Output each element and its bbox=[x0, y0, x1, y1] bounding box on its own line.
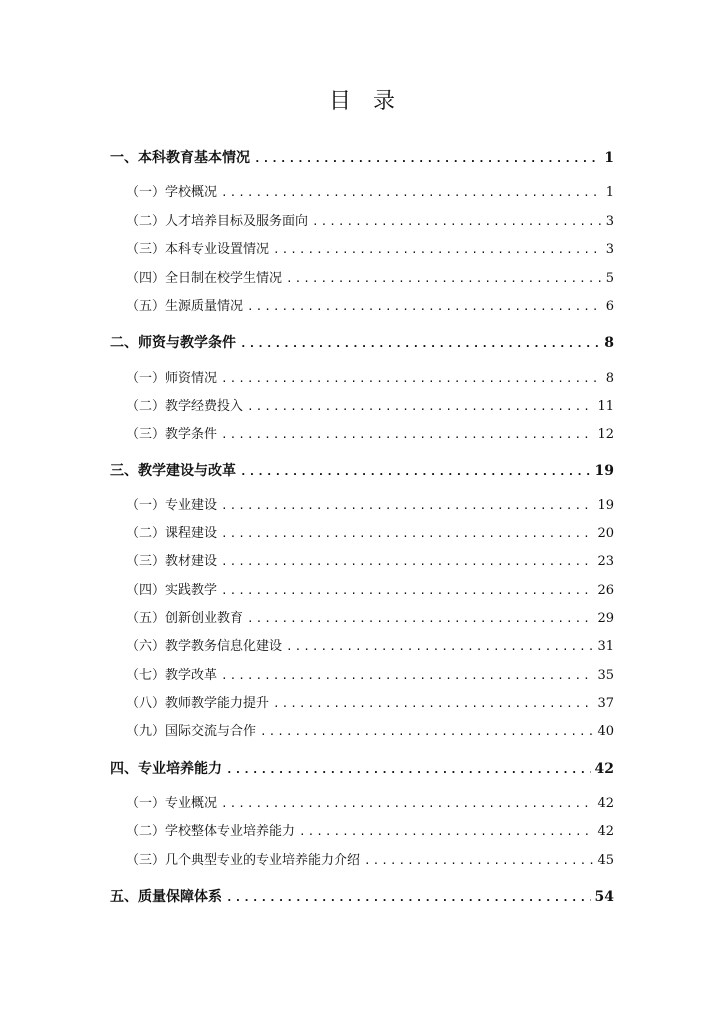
toc-entry-label: （五）创新创业教育 bbox=[126, 611, 244, 626]
toc-chapter-1[interactable] bbox=[110, 147, 614, 169]
toc-dot-leader bbox=[286, 636, 593, 658]
toc-section-3-4[interactable] bbox=[126, 580, 614, 602]
toc-section-2-2[interactable] bbox=[126, 396, 614, 418]
toc-page-number: 8 bbox=[604, 335, 614, 351]
toc-entry-label: （三）几个典型专业的专业培养能力介绍 bbox=[126, 853, 361, 868]
toc-section-1-4[interactable] bbox=[126, 268, 614, 290]
toc-dot-leader bbox=[221, 523, 593, 545]
toc-dot-leader bbox=[221, 580, 593, 602]
toc-entry-label: （九）国际交流与合作 bbox=[126, 724, 257, 739]
toc-page-number: 1 bbox=[604, 150, 614, 166]
toc-dot-leader bbox=[247, 396, 593, 418]
toc-dot-leader bbox=[312, 211, 602, 233]
toc-dot-leader bbox=[221, 368, 602, 390]
toc-dot-leader bbox=[240, 333, 600, 355]
toc-section-3-9[interactable] bbox=[126, 721, 614, 743]
toc-dot-leader bbox=[221, 793, 593, 815]
toc-dot-leader bbox=[226, 759, 591, 781]
toc-entry-label: 三、教学建设与改革 bbox=[110, 463, 236, 479]
toc-section-1-5[interactable] bbox=[126, 296, 614, 318]
toc-page-number: 31 bbox=[597, 639, 614, 654]
toc-page-number: 1 bbox=[605, 185, 614, 200]
toc-page-number: 20 bbox=[597, 526, 614, 541]
toc-dot-leader bbox=[364, 850, 593, 872]
toc-section-3-8[interactable] bbox=[126, 693, 614, 715]
toc-dot-leader bbox=[240, 461, 591, 483]
toc-entry-label: （二）课程建设 bbox=[126, 526, 218, 541]
toc-chapter-3[interactable] bbox=[110, 460, 614, 482]
toc-page-number: 40 bbox=[597, 724, 614, 739]
toc-chapter-4[interactable] bbox=[110, 758, 614, 780]
toc-page-number: 54 bbox=[594, 889, 614, 905]
toc-section-1-1[interactable] bbox=[126, 182, 614, 204]
toc-dot-leader bbox=[221, 424, 593, 446]
toc-entry-label: （七）教学改革 bbox=[126, 668, 218, 683]
toc-section-3-7[interactable] bbox=[126, 665, 614, 687]
toc-dot-leader bbox=[273, 693, 593, 715]
toc-page-number: 42 bbox=[597, 824, 614, 839]
toc-entry-label: （一）学校概况 bbox=[126, 185, 218, 200]
toc-entry-label: （五）生源质量情况 bbox=[126, 299, 244, 314]
toc-section-1-2[interactable] bbox=[126, 211, 614, 233]
toc-page-number: 3 bbox=[605, 214, 614, 229]
toc-page-number: 35 bbox=[597, 668, 614, 683]
toc-dot-leader bbox=[254, 148, 600, 170]
toc-section-3-6[interactable] bbox=[126, 636, 614, 658]
toc-page-number: 37 bbox=[597, 696, 614, 711]
toc-dot-leader bbox=[273, 239, 602, 261]
toc-dot-leader bbox=[226, 887, 591, 909]
toc-page-number: 19 bbox=[594, 463, 614, 479]
toc-entry-label: （二）学校整体专业培养能力 bbox=[126, 824, 296, 839]
toc-page-number: 3 bbox=[605, 242, 614, 257]
toc-dot-leader bbox=[221, 182, 602, 204]
toc-section-3-1[interactable] bbox=[126, 495, 614, 517]
toc-dot-leader bbox=[221, 495, 593, 517]
toc-entry-label: （二）教学经费投入 bbox=[126, 399, 244, 414]
toc-page-number: 42 bbox=[594, 761, 614, 777]
toc-entry-label: （三）本科专业设置情况 bbox=[126, 242, 270, 257]
toc-section-3-5[interactable] bbox=[126, 608, 614, 630]
toc-page-number: 5 bbox=[605, 271, 614, 286]
toc-entry-label: （六）教学教务信息化建设 bbox=[126, 639, 283, 654]
toc-section-3-2[interactable] bbox=[126, 523, 614, 545]
toc-entry-label: （一）师资情况 bbox=[126, 371, 218, 386]
toc-entry-label: （八）教师教学能力提升 bbox=[126, 696, 270, 711]
toc-dot-leader bbox=[247, 608, 593, 630]
toc-page-number: 19 bbox=[597, 498, 614, 513]
toc-entry-label: （一）专业建设 bbox=[126, 498, 218, 513]
toc-entry-label: （二）人才培养目标及服务面向 bbox=[126, 214, 309, 229]
toc-dot-leader bbox=[260, 721, 593, 743]
toc-page-number: 29 bbox=[597, 611, 614, 626]
page-title bbox=[0, 84, 724, 115]
toc-section-4-1[interactable] bbox=[126, 793, 614, 815]
toc-page-number: 23 bbox=[597, 554, 614, 569]
toc-dot-leader bbox=[221, 551, 593, 573]
toc-page-number: 42 bbox=[597, 796, 614, 811]
toc-page-number: 45 bbox=[597, 853, 614, 868]
toc-section-2-3[interactable] bbox=[126, 424, 614, 446]
toc-section-4-2[interactable] bbox=[126, 821, 614, 843]
toc-section-1-3[interactable] bbox=[126, 239, 614, 261]
toc-page-number: 8 bbox=[605, 371, 614, 386]
toc-entry-label: 五、质量保障体系 bbox=[110, 889, 222, 905]
toc-entry-label: （四）实践教学 bbox=[126, 583, 218, 598]
toc-entry-label: （一）专业概况 bbox=[126, 796, 218, 811]
toc-dot-leader bbox=[247, 296, 602, 318]
toc-page-number: 26 bbox=[597, 583, 614, 598]
toc-chapter-5[interactable] bbox=[110, 886, 614, 908]
toc-page-number: 12 bbox=[597, 427, 614, 442]
toc-section-4-3[interactable] bbox=[126, 850, 614, 872]
toc-page-number: 11 bbox=[597, 399, 614, 414]
toc-section-2-1[interactable] bbox=[126, 368, 614, 390]
toc-entry-label: 一、本科教育基本情况 bbox=[110, 150, 250, 166]
toc-entry-label: （三）教材建设 bbox=[126, 554, 218, 569]
toc-dot-leader bbox=[221, 665, 593, 687]
toc-entry-label: （四）全日制在校学生情况 bbox=[126, 271, 283, 286]
toc-dot-leader bbox=[299, 821, 593, 843]
toc-chapter-2[interactable] bbox=[110, 332, 614, 354]
toc-dot-leader bbox=[286, 268, 602, 290]
toc-entry-label: 四、专业培养能力 bbox=[110, 761, 222, 777]
title-char-2: 录 bbox=[373, 89, 396, 114]
toc-section-3-3[interactable] bbox=[126, 551, 614, 573]
toc-entry-label: 二、师资与教学条件 bbox=[110, 335, 236, 351]
toc-page-number: 6 bbox=[605, 299, 614, 314]
title-char-1: 目 bbox=[328, 89, 351, 114]
toc-entry-label: （三）教学条件 bbox=[126, 427, 218, 442]
